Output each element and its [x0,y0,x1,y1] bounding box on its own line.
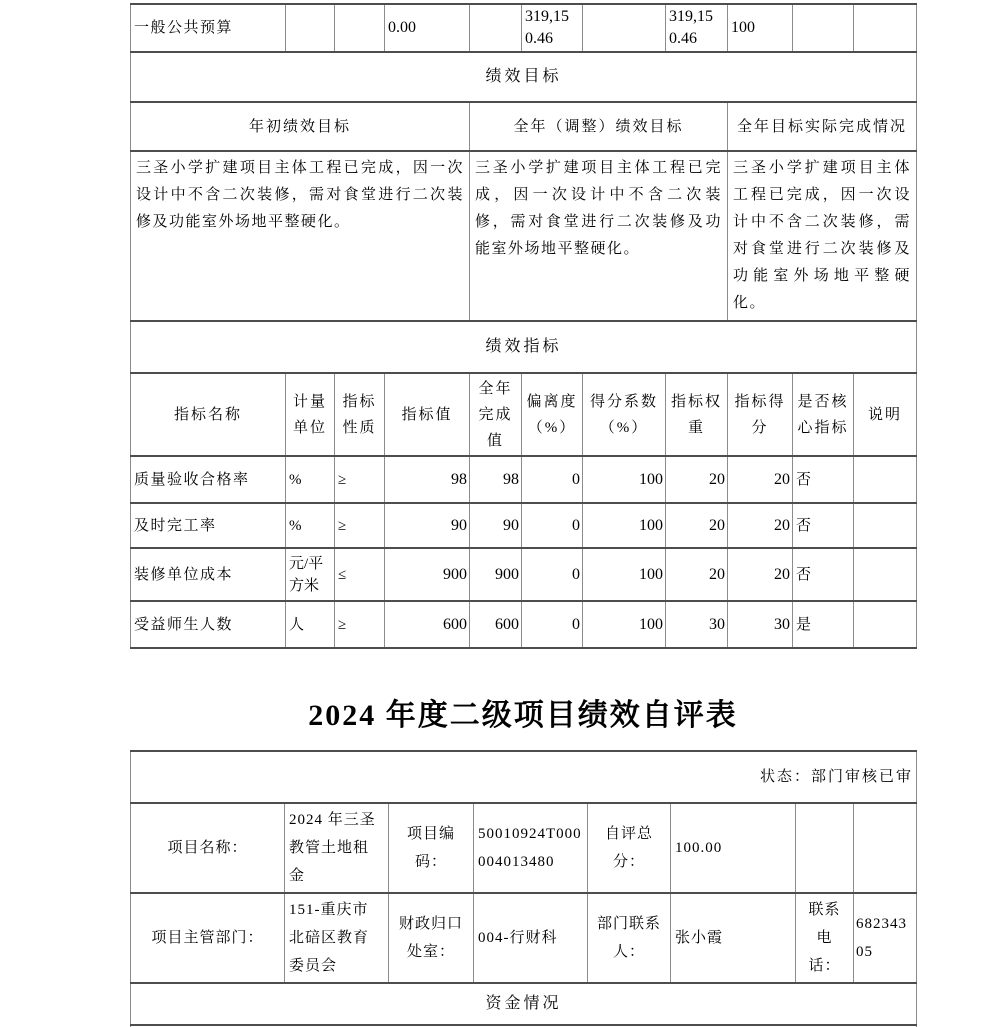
project-info-row [131,803,917,893]
indicator-weight-cell: 30 [666,601,728,648]
indicator-deviation-cell: 0 [522,601,583,648]
indicator-core-cell: 否 [793,503,854,548]
indicator-note-cell [854,601,917,648]
indicator-deviation-cell: 0 [522,503,583,548]
goal-text-actual: 三圣小学扩建项目主体工程已完成，因一次设计中不含二次装修，需对食堂进行二次装修及功能室外场地平整硬化。 [728,151,917,321]
budget-rate-cell: 100 [728,4,793,52]
indicator-header: 指标值 [385,373,470,456]
budget-empty-cell [793,4,854,52]
indicator-note-cell [854,548,917,601]
indicator-target-cell: 600 [385,601,470,648]
indicator-header: 指标性质 [335,373,385,456]
goal-header-adjusted: 全年（调整）绩效目标 [470,102,728,151]
indicator-note-cell [854,503,917,548]
status-text: 状态：部门审核已审 [131,751,917,803]
dept-label: 项目主管部门： [131,893,285,983]
funds-banner: 资金情况 [131,983,917,1025]
empty-cell [796,803,854,893]
goal-header-row [131,102,917,151]
indicator-deviation-cell: 0 [522,548,583,601]
budget-fullyear-cell: 319,150.46 [522,4,583,52]
indicator-core-cell: 是 [793,601,854,648]
finance-office-label: 财政归口处室： [389,893,474,983]
empty-cell [854,803,917,893]
indicator-nature-cell: ≤ [335,548,385,601]
indicator-core-cell: 否 [793,456,854,503]
indicator-score-cell: 20 [728,456,793,503]
indicator-nature-cell: ≥ [335,456,385,503]
indicator-note-cell [854,456,917,503]
indicator-header: 得分系数（%） [583,373,666,456]
goals-banner-row [131,52,917,102]
goal-text-adjusted: 三圣小学扩建项目主体工程已完成，因一次设计中不含二次装修，需对食堂进行二次装修及功能室外场地平整硬化。 [470,151,728,321]
indicator-header: 是否核心指标 [793,373,854,456]
funds-banner-row [131,983,917,1025]
budget-initial-cell: 0.00 [385,4,470,52]
indicator-name-cell: 装修单位成本 [131,548,286,601]
budget-empty-cell [286,4,335,52]
indicator-row [131,548,917,601]
budget-row [131,4,917,52]
indicator-row [131,456,917,503]
goals-banner: 绩效目标 [131,52,917,102]
indicator-coef-cell: 100 [583,601,666,648]
indicator-score-cell: 20 [728,548,793,601]
indicator-header: 说明 [854,373,917,456]
indicator-unit-cell: % [286,456,335,503]
project-dept-row [131,893,917,983]
dept-value: 151-重庆市北碚区教育委员会 [285,893,389,983]
indicator-completed-cell: 600 [470,601,522,648]
indicator-target-cell: 900 [385,548,470,601]
self-score-label: 自评总分： [588,803,671,893]
project-code-value: 50010924T000004013480 [474,803,588,893]
status-row [131,751,917,803]
indicator-name-cell: 受益师生人数 [131,601,286,648]
indicator-header: 全年完成值 [470,373,522,456]
indicator-unit-cell: 元/平方米 [286,548,335,601]
indicators-banner-row [131,321,917,373]
indicator-unit-cell: 人 [286,601,335,648]
budget-empty-cell [335,4,385,52]
budget-empty-cell [470,4,522,52]
indicator-header: 计量单位 [286,373,335,456]
goal-header-initial: 年初绩效目标 [131,102,470,151]
page-title: 2024 年度二级项目绩效自评表 [308,699,738,732]
indicator-score-cell: 20 [728,503,793,548]
goal-text-row [131,151,917,321]
indicator-header: 指标得分 [728,373,793,456]
project-table [130,750,917,1027]
budget-source-cell: 一般公共预算 [131,4,286,52]
indicator-weight-cell: 20 [666,503,728,548]
indicator-completed-cell: 98 [470,456,522,503]
indicator-completed-cell: 90 [470,503,522,548]
indicator-row [131,601,917,648]
contact-person-value: 张小霞 [671,893,796,983]
indicator-header: 指标名称 [131,373,286,456]
finance-office-value: 004-行财科 [474,893,588,983]
indicator-name-cell: 及时完工率 [131,503,286,548]
indicator-deviation-cell: 0 [522,456,583,503]
indicator-core-cell: 否 [793,548,854,601]
indicator-header-row [131,373,917,456]
indicator-name-cell: 质量验收合格率 [131,456,286,503]
contact-phone-value: 68234305 [854,893,917,983]
indicator-weight-cell: 20 [666,456,728,503]
indicators-banner: 绩效指标 [131,321,917,373]
indicator-score-cell: 30 [728,601,793,648]
budget-empty-cell [854,4,917,52]
indicator-header: 偏离度（%） [522,373,583,456]
budget-executed-cell: 319,150.46 [666,4,728,52]
indicator-header: 指标权重 [666,373,728,456]
contact-phone-label: 联系电话： [796,893,854,983]
project-name-value: 2024 年三圣教管土地租金 [285,803,389,893]
performance-table [130,3,917,649]
indicator-coef-cell: 100 [583,503,666,548]
indicator-weight-cell: 20 [666,548,728,601]
indicator-coef-cell: 100 [583,456,666,503]
goal-text-initial: 三圣小学扩建项目主体工程已完成，因一次设计中不含二次装修，需对食堂进行二次装修及功能室外场地平整硬化。 [131,151,470,321]
indicator-nature-cell: ≥ [335,503,385,548]
indicator-coef-cell: 100 [583,548,666,601]
goal-header-actual: 全年目标实际完成情况 [728,102,917,151]
indicator-completed-cell: 900 [470,548,522,601]
project-name-label: 项目名称： [131,803,285,893]
indicator-target-cell: 90 [385,503,470,548]
indicator-nature-cell: ≥ [335,601,385,648]
indicator-row [131,503,917,548]
self-score-value: 100.00 [671,803,796,893]
indicator-unit-cell: % [286,503,335,548]
project-code-label: 项目编码： [389,803,474,893]
contact-person-label: 部门联系人： [588,893,671,983]
budget-empty-cell [583,4,666,52]
indicator-target-cell: 98 [385,456,470,503]
